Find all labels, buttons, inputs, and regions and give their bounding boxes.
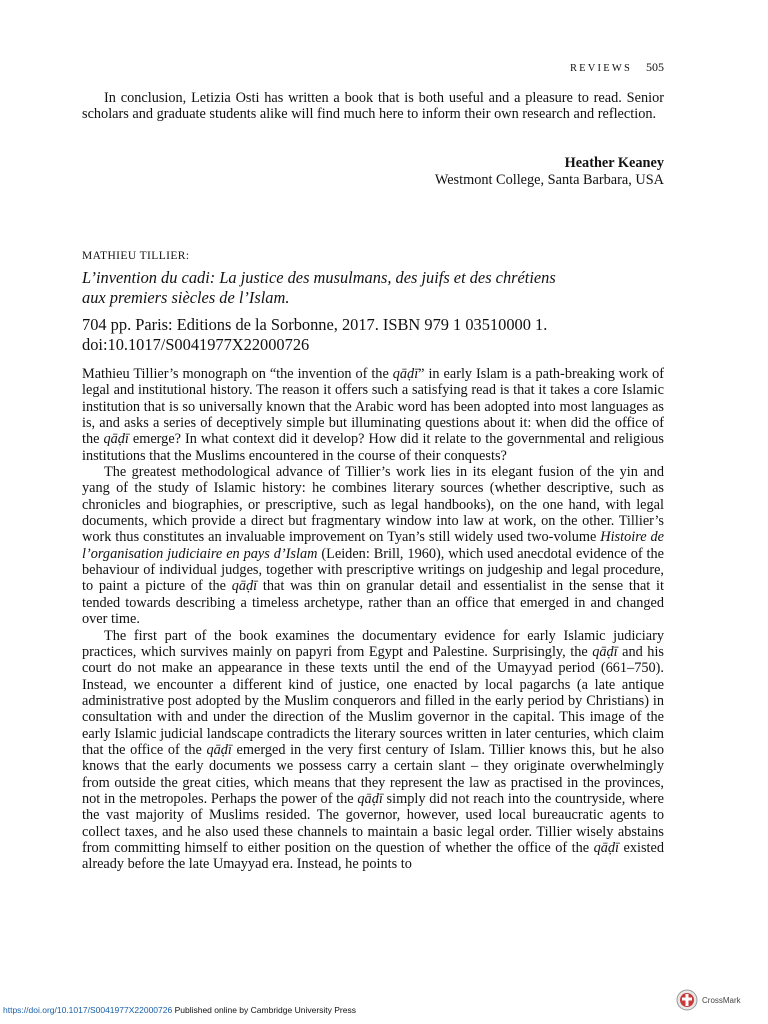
qadi-term: qāḍī — [357, 790, 383, 807]
running-head — [570, 60, 664, 75]
conclusion-paragraph: In conclusion, Letizia Osti has written a book that is both useful and a pleasure to read. Senior scholars and graduate students alike will find much here to inform their own research and reflection. — [82, 90, 664, 123]
review-paragraph-3: The first part of the book examines the documentary evidence for early Islamic judiciary practices, which survives mainly on papyri from Egypt and Palestine. Surprisingly, the qāḍī and his court do not make an appearance in these texts until the end of the Umayyad period (661–750). Instead, we encounter a different kind of justice, one enacted by local pagarchs (a late antique administrative post adopted by the Muslim conquerors and filled in the early period by Christians) in consultation with and under the direction of the Muslim governor in the capital. This image of the early Islamic judicial landscape contradicts the literary sources written in later centuries, which claim that the office of the qāḍī emerged in the very first century of Islam. Tillier knows this, but he also knows that the early documents we possess carry a certain slant – they originate overwhelmingly from outside the great cities, which means that they represent the law as practised in the provinces, not in the metropoles. Perhaps the power of the qāḍī simply did not reach into the countryside, where the vast majority of Muslims resided. The governor, however, used local bureaucratic agents to collect taxes, and he also used these channels to maintain a basic legal order. Tillier wisely abstains from committing himself to either position on the question of whether the office of the qāḍī existed already before the late Umayyad era. Instead, he points to — [82, 627, 664, 873]
book-author: MATHIEU TILLIER: — [82, 250, 190, 262]
crossmark-badge[interactable] — [676, 989, 756, 1011]
crossmark-icon — [676, 989, 698, 1011]
section-name: REVIEWS — [569, 63, 632, 74]
qadi-term: qāḍī — [231, 578, 258, 595]
review-body — [82, 366, 664, 873]
previous-review-conclusion — [82, 90, 664, 123]
page-number: 505 — [646, 60, 664, 74]
review-paragraph-1: Mathieu Tillier’s monograph on “the invention of the qāḍī” in early Islam is a path-breaking work of legal and institutional history. The reason it offers such a satisfying read is that it takes a core Islamic institution that is so universally known that the Arabic word has been adopted into most languages as is, and asks a series of deceptively simple but illuminating questions about it: when did the office of the qāḍī emerge? In what context did it develop? How did it relate to the governmental and religious institutions that the Muslims encountered in the course of their conquests? — [82, 366, 664, 464]
qadi-term: qāḍī — [392, 366, 419, 382]
book-title-line-1: L’invention du cadi: La justice des musulmans, des juifs et des chrétiens — [82, 268, 556, 287]
qadi-term: qāḍī — [206, 741, 232, 758]
qadi-term: qāḍī — [593, 839, 620, 856]
review-paragraph-2: The greatest methodological advance of Tillier’s work lies in its elegant fusion of the yin and yang of the study of Islamic history: he combines literary sources (whether descriptive, such as chronicles and biographies, or prescriptive, such as legal handbooks), on the one hand, with legal documents, which provide a direct but fragmentary window into law at work, on the other. Tillier’s work thus constitutes an invaluable improvement on Tyan’s still widely used two-volume Histoire de l’organisation judiciaire en pays d’Islam (Leiden: Brill, 1960), which used anecdotal evidence of the behaviour of individual judges, together with prescriptive writings on judgeship and legal procedure, to paint a picture of the qāḍī that was thin on granular detail and essentialist in the sense that it tended towards describing a timeless archetype, rather than an office that emerged in and changed over time. — [82, 464, 665, 628]
publication-line: 704 pp. Paris: Editions de la Sorbonne, 2017. ISBN 979 1 03510000 1. — [82, 315, 548, 334]
book-title — [82, 268, 682, 308]
reviewer-affiliation: Westmont College, Santa Barbara, USA — [434, 172, 664, 188]
qadi-term: qāḍī — [592, 643, 618, 660]
footer-doi — [3, 1005, 356, 1015]
reviewer-signature — [82, 155, 664, 189]
cited-work-title: Histoire de l’organisation judiciaire en pays d’Islam — [82, 529, 664, 562]
book-publication-details — [82, 315, 682, 355]
doi-line: doi:10.1017/S0041977X22000726 — [82, 335, 310, 354]
crossmark-label: CrossMark — [702, 995, 741, 1005]
reviewer-name: Heather Keaney — [564, 155, 664, 171]
doi-link[interactable]: https://doi.org/10.1017/S0041977X22000726 — [3, 1005, 173, 1015]
published-online-text: Published online by Cambridge University Press — [172, 1005, 356, 1015]
book-title-line-2: aux premiers siècles de l’Islam. — [82, 288, 290, 307]
qadi-term: qāḍī — [103, 431, 129, 448]
